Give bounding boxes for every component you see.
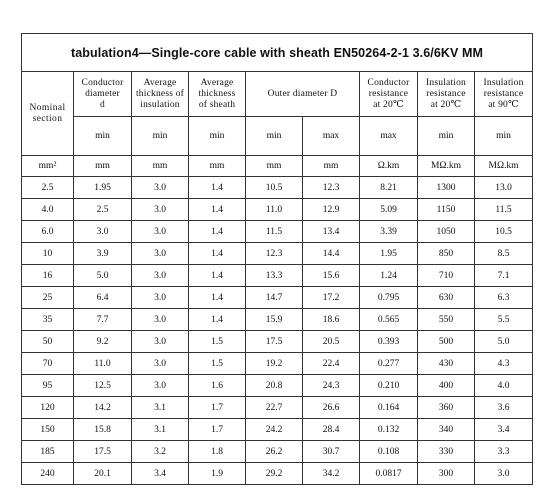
- limit-avg-thickness-sheath: min: [189, 117, 246, 156]
- cell-outer-diameter-max: 20.5: [303, 331, 360, 353]
- unit-outer-diameter-min: mm: [246, 156, 303, 177]
- header-insulation-resistance-20-line-1: Insulation: [426, 77, 466, 88]
- header-conductor-diameter: [74, 72, 132, 117]
- cell-insulation-resistance-20: 500: [418, 331, 475, 353]
- cell-conductor-resistance: 0.277: [360, 353, 418, 375]
- cell-conductor-resistance: 1.24: [360, 265, 418, 287]
- header-conductor-diameter-line-3: d: [100, 99, 105, 110]
- cell-outer-diameter-min: 26.2: [246, 441, 303, 463]
- cell-insulation-resistance-90: 3.6: [475, 397, 533, 419]
- cell-conductor-resistance: 0.795: [360, 287, 418, 309]
- cell-conductor-resistance: 1.95: [360, 243, 418, 265]
- cell-nominal-section: 16: [22, 265, 74, 287]
- cell-avg-thickness-sheath: 1.6: [189, 375, 246, 397]
- header-insulation-resistance-20: [418, 72, 475, 117]
- cell-conductor-diameter: 2.5: [74, 199, 132, 221]
- cell-insulation-resistance-90: 5.5: [475, 309, 533, 331]
- cell-avg-thickness-insulation: 3.0: [132, 353, 189, 375]
- table-row: [22, 375, 533, 397]
- header-conductor-diameter-line-2: diameter: [85, 88, 120, 99]
- cell-insulation-resistance-20: 550: [418, 309, 475, 331]
- cell-conductor-diameter: 7.7: [74, 309, 132, 331]
- cell-avg-thickness-sheath: 1.4: [189, 177, 246, 199]
- limit-conductor-resistance: max: [360, 117, 418, 156]
- header-outer-diameter: Outer diameter D: [246, 72, 360, 117]
- cell-avg-thickness-insulation: 3.1: [132, 397, 189, 419]
- cell-conductor-diameter: 14.2: [74, 397, 132, 419]
- cell-nominal-section: 70: [22, 353, 74, 375]
- header-conductor-resistance-line-1: Conductor: [367, 77, 410, 88]
- table-row: [22, 177, 533, 199]
- cell-outer-diameter-min: 12.3: [246, 243, 303, 265]
- cell-outer-diameter-min: 13.3: [246, 265, 303, 287]
- cell-avg-thickness-sheath: 1.8: [189, 441, 246, 463]
- header-conductor-resistance-line-2: resistance: [368, 88, 409, 99]
- cell-insulation-resistance-90: 4.3: [475, 353, 533, 375]
- cell-conductor-resistance: 0.0817: [360, 463, 418, 485]
- cell-insulation-resistance-90: 7.1: [475, 265, 533, 287]
- header-insulation-resistance-90-line-2: resistance: [483, 88, 524, 99]
- cell-conductor-resistance: 8.21: [360, 177, 418, 199]
- header-avg-thickness-insulation-line-1: Average: [143, 77, 177, 88]
- cell-insulation-resistance-90: 11.5: [475, 199, 533, 221]
- cell-insulation-resistance-20: 1150: [418, 199, 475, 221]
- cell-avg-thickness-sheath: 1.4: [189, 199, 246, 221]
- cell-outer-diameter-max: 18.6: [303, 309, 360, 331]
- cell-conductor-diameter: 15.8: [74, 419, 132, 441]
- cell-nominal-section: 6.0: [22, 221, 74, 243]
- table-row: [22, 221, 533, 243]
- cell-nominal-section: 35: [22, 309, 74, 331]
- cell-avg-thickness-sheath: 1.4: [189, 243, 246, 265]
- unit-nominal-section: mm²: [22, 156, 74, 177]
- cell-nominal-section: 150: [22, 419, 74, 441]
- table-row: [22, 331, 533, 353]
- header-nominal-line-2: section: [32, 113, 63, 124]
- cell-outer-diameter-min: 24.2: [246, 419, 303, 441]
- cell-outer-diameter-min: 22.7: [246, 397, 303, 419]
- cell-outer-diameter-max: 13.4: [303, 221, 360, 243]
- unit-avg-thickness-sheath: mm: [189, 156, 246, 177]
- cell-insulation-resistance-90: 5.0: [475, 331, 533, 353]
- cell-nominal-section: 25: [22, 287, 74, 309]
- table-row: [22, 419, 533, 441]
- cell-nominal-section: 10: [22, 243, 74, 265]
- header-insulation-resistance-20-line-2: resistance: [426, 88, 466, 99]
- header-conductor-diameter-line-1: Conductor: [81, 77, 124, 88]
- unit-outer-diameter-max: mm: [303, 156, 360, 177]
- table-row: [22, 309, 533, 331]
- header-insulation-resistance-90: [475, 72, 533, 117]
- cell-outer-diameter-min: 14.7: [246, 287, 303, 309]
- cell-avg-thickness-sheath: 1.5: [189, 353, 246, 375]
- cell-nominal-section: 50: [22, 331, 74, 353]
- cell-insulation-resistance-20: 710: [418, 265, 475, 287]
- cell-outer-diameter-min: 10.5: [246, 177, 303, 199]
- cell-avg-thickness-insulation: 3.0: [132, 177, 189, 199]
- cable-spec-table: [21, 33, 533, 485]
- cell-outer-diameter-max: 15.6: [303, 265, 360, 287]
- cell-insulation-resistance-90: 13.0: [475, 177, 533, 199]
- header-avg-thickness-sheath: [189, 72, 246, 117]
- cell-outer-diameter-min: 19.2: [246, 353, 303, 375]
- cell-avg-thickness-insulation: 3.0: [132, 221, 189, 243]
- cell-avg-thickness-insulation: 3.1: [132, 419, 189, 441]
- cell-conductor-diameter: 5.0: [74, 265, 132, 287]
- cell-avg-thickness-insulation: 3.0: [132, 265, 189, 287]
- cell-nominal-section: 120: [22, 397, 74, 419]
- cell-insulation-resistance-20: 340: [418, 419, 475, 441]
- cell-conductor-diameter: 17.5: [74, 441, 132, 463]
- cell-avg-thickness-sheath: 1.4: [189, 265, 246, 287]
- cell-conductor-diameter: 6.4: [74, 287, 132, 309]
- limit-insulation-resistance-90: min: [475, 117, 533, 156]
- cell-conductor-resistance: 0.565: [360, 309, 418, 331]
- cell-outer-diameter-max: 30.7: [303, 441, 360, 463]
- cell-outer-diameter-min: 11.5: [246, 221, 303, 243]
- header-avg-thickness-sheath-line-1: Average: [200, 77, 234, 88]
- cell-nominal-section: 240: [22, 463, 74, 485]
- cell-conductor-diameter: 9.2: [74, 331, 132, 353]
- cell-outer-diameter-min: 15.9: [246, 309, 303, 331]
- header-nominal-line-1: Nominal: [29, 102, 66, 113]
- header-avg-thickness-insulation: [132, 72, 189, 117]
- cell-avg-thickness-insulation: 3.0: [132, 309, 189, 331]
- table-row: [22, 287, 533, 309]
- table-row: [22, 463, 533, 485]
- cell-nominal-section: 185: [22, 441, 74, 463]
- cell-outer-diameter-min: 20.8: [246, 375, 303, 397]
- header-insulation-resistance-90-line-3: at 90℃: [488, 99, 519, 110]
- cell-conductor-diameter: 1.95: [74, 177, 132, 199]
- header-conductor-resistance-line-3: at 20℃: [373, 99, 404, 110]
- limit-insulation-resistance-20: min: [418, 117, 475, 156]
- cell-avg-thickness-insulation: 3.4: [132, 463, 189, 485]
- cell-outer-diameter-min: 11.0: [246, 199, 303, 221]
- cell-outer-diameter-max: 26.6: [303, 397, 360, 419]
- cell-avg-thickness-sheath: 1.7: [189, 397, 246, 419]
- cell-avg-thickness-sheath: 1.4: [189, 309, 246, 331]
- cell-insulation-resistance-20: 1050: [418, 221, 475, 243]
- header-avg-thickness-insulation-line-2: thickness of: [135, 88, 185, 99]
- cell-nominal-section: 95: [22, 375, 74, 397]
- cell-conductor-resistance: 0.393: [360, 331, 418, 353]
- cell-avg-thickness-sheath: 1.7: [189, 419, 246, 441]
- unit-conductor-resistance: Ω.km: [360, 156, 418, 177]
- table-row: [22, 265, 533, 287]
- cell-conductor-diameter: 11.0: [74, 353, 132, 375]
- table-row: [22, 243, 533, 265]
- cell-avg-thickness-insulation: 3.0: [132, 287, 189, 309]
- cell-outer-diameter-min: 29.2: [246, 463, 303, 485]
- cell-outer-diameter-min: 17.5: [246, 331, 303, 353]
- cell-conductor-resistance: 3.39: [360, 221, 418, 243]
- cell-insulation-resistance-90: 3.3: [475, 441, 533, 463]
- cell-conductor-resistance: 0.210: [360, 375, 418, 397]
- cell-insulation-resistance-20: 300: [418, 463, 475, 485]
- cell-avg-thickness-insulation: 3.0: [132, 243, 189, 265]
- cell-insulation-resistance-20: 430: [418, 353, 475, 375]
- cell-conductor-resistance: 5.09: [360, 199, 418, 221]
- limit-outer-diameter-max: max: [303, 117, 360, 156]
- limit-avg-thickness-insulation: min: [132, 117, 189, 156]
- unit-conductor-diameter: mm: [74, 156, 132, 177]
- cell-insulation-resistance-90: 3.4: [475, 419, 533, 441]
- cell-avg-thickness-insulation: 3.0: [132, 331, 189, 353]
- header-conductor-resistance: [360, 72, 418, 117]
- cell-conductor-resistance: 0.108: [360, 441, 418, 463]
- cell-insulation-resistance-20: 850: [418, 243, 475, 265]
- table-row: [22, 397, 533, 419]
- cell-avg-thickness-insulation: 3.2: [132, 441, 189, 463]
- cell-avg-thickness-insulation: 3.0: [132, 375, 189, 397]
- cell-insulation-resistance-90: 6.3: [475, 287, 533, 309]
- table-row: [22, 353, 533, 375]
- header-avg-thickness-sheath-line-3: of sheath: [198, 99, 236, 110]
- cell-outer-diameter-max: 14.4: [303, 243, 360, 265]
- limit-conductor-diameter: min: [74, 117, 132, 156]
- cell-avg-thickness-insulation: 3.0: [132, 199, 189, 221]
- cell-insulation-resistance-20: 630: [418, 287, 475, 309]
- cell-outer-diameter-max: 22.4: [303, 353, 360, 375]
- cell-conductor-diameter: 3.9: [74, 243, 132, 265]
- cell-nominal-section: 2.5: [22, 177, 74, 199]
- header-insulation-resistance-20-line-3: at 20℃: [430, 99, 462, 110]
- cell-insulation-resistance-20: 360: [418, 397, 475, 419]
- cell-avg-thickness-sheath: 1.5: [189, 331, 246, 353]
- header-nominal-section: [22, 72, 74, 156]
- cell-insulation-resistance-90: 8.5: [475, 243, 533, 265]
- unit-insulation-resistance-90: MΩ.km: [475, 156, 533, 177]
- table-row: [22, 199, 533, 221]
- cell-insulation-resistance-90: 3.0: [475, 463, 533, 485]
- header-avg-thickness-insulation-line-3: insulation: [140, 99, 180, 110]
- cell-insulation-resistance-20: 400: [418, 375, 475, 397]
- cell-conductor-resistance: 0.132: [360, 419, 418, 441]
- cell-insulation-resistance-20: 330: [418, 441, 475, 463]
- spec-sheet: [21, 33, 533, 485]
- cell-outer-diameter-max: 28.4: [303, 419, 360, 441]
- cell-conductor-diameter: 20.1: [74, 463, 132, 485]
- cell-avg-thickness-sheath: 1.9: [189, 463, 246, 485]
- cell-conductor-diameter: 3.0: [74, 221, 132, 243]
- cell-insulation-resistance-20: 1300: [418, 177, 475, 199]
- header-insulation-resistance-90-line-1: Insulation: [483, 77, 524, 88]
- cell-avg-thickness-sheath: 1.4: [189, 221, 246, 243]
- cell-outer-diameter-max: 34.2: [303, 463, 360, 485]
- limit-outer-diameter-min: min: [246, 117, 303, 156]
- table-title: tabulation4—Single-core cable with sheath EN50264-2-1 3.6/6KV MM: [22, 34, 533, 72]
- cell-conductor-resistance: 0.164: [360, 397, 418, 419]
- table-row: [22, 441, 533, 463]
- unit-insulation-resistance-20: MΩ.km: [418, 156, 475, 177]
- cell-avg-thickness-sheath: 1.4: [189, 287, 246, 309]
- cell-outer-diameter-max: 12.9: [303, 199, 360, 221]
- cell-insulation-resistance-90: 4.0: [475, 375, 533, 397]
- header-avg-thickness-sheath-line-2: thickness: [198, 88, 236, 99]
- cell-outer-diameter-max: 17.2: [303, 287, 360, 309]
- cell-conductor-diameter: 12.5: [74, 375, 132, 397]
- cell-outer-diameter-max: 24.3: [303, 375, 360, 397]
- cell-nominal-section: 4.0: [22, 199, 74, 221]
- cell-outer-diameter-max: 12.3: [303, 177, 360, 199]
- unit-avg-thickness-insulation: mm: [132, 156, 189, 177]
- cell-insulation-resistance-90: 10.5: [475, 221, 533, 243]
